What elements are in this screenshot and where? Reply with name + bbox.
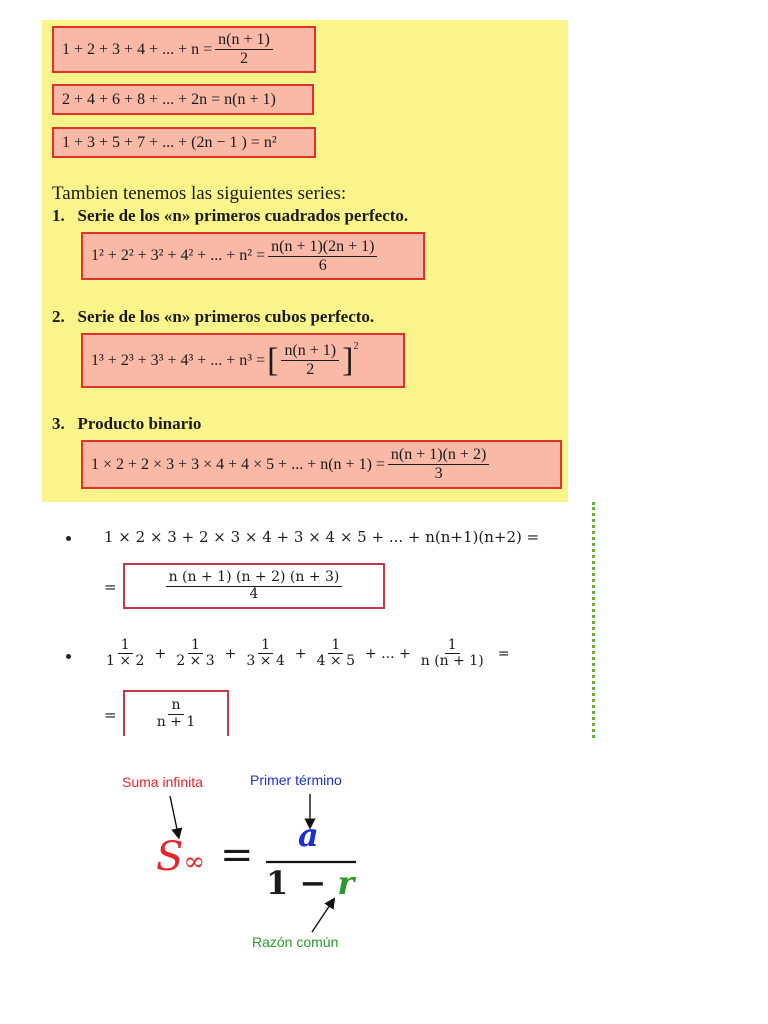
fraction-denominator: n + 1	[156, 713, 196, 730]
fraction	[388, 446, 489, 482]
item3-heading	[52, 414, 201, 434]
first-term-a: a	[298, 816, 319, 854]
fraction	[166, 570, 343, 602]
formula-sum-odds	[52, 127, 316, 158]
equals-sign: =	[104, 706, 117, 724]
dotted-divider	[592, 502, 595, 738]
label-ratio: Razón común	[252, 934, 339, 950]
formula-left: 1 × 2 + 2 × 3 + 3 × 4 + 4 × 5 + ... + n(n + 1) =	[91, 455, 385, 473]
bracket-left: [	[267, 341, 279, 379]
fraction-term-n	[418, 638, 487, 670]
fraction-denominator: 3 × 4	[246, 653, 285, 670]
item1-heading	[52, 206, 408, 226]
item-number: 1.	[52, 206, 65, 225]
fraction-term-1	[103, 638, 147, 670]
fraction-numerator: n(n + 1)	[281, 342, 339, 361]
fraction-denominator: 2 × 3	[176, 653, 215, 670]
fraction-numerator: 1	[445, 638, 460, 654]
exponent: 2	[353, 341, 359, 352]
item-title: Serie de los «n» primeros cuadrados perfecto.	[77, 206, 409, 225]
item-title: Producto binario	[77, 414, 202, 433]
triple-product-series: 1 × 2 × 3 + 2 × 3 × 4 + 3 × 4 × 5 + ... + n(n+1)(n+2) =	[104, 528, 540, 546]
fraction-denominator: 2	[239, 50, 248, 67]
ratio-r: r	[337, 864, 355, 902]
fraction-numerator: n(n + 1)(2n + 1)	[268, 238, 377, 257]
fraction-denominator: 3	[434, 465, 443, 482]
intro-text: Tambien tenemos las siguientes series:	[52, 183, 347, 204]
result-box-triple	[123, 563, 385, 609]
fraction-numerator: n(n + 1)	[215, 31, 273, 50]
item2-heading	[52, 307, 374, 327]
one-minus: 1 −	[266, 864, 327, 902]
formula-text: 1 + 3 + 5 + 7 + ... + (2n − 1 ) = n²	[62, 133, 277, 151]
item-title: Serie de los «n» primeros cubos perfecto.	[77, 307, 375, 326]
fraction-numerator: n (n + 1) (n + 2) (n + 3)	[166, 570, 343, 586]
item-number: 2.	[52, 307, 65, 326]
fraction-numerator: 1	[328, 638, 343, 654]
plus-sign: +	[224, 645, 237, 662]
fraction-term-3	[243, 638, 287, 670]
plus-sign: +	[154, 645, 167, 662]
bracket-right: ]	[342, 341, 354, 379]
infinite-sum-diagram	[118, 762, 404, 958]
formula-sum-evens	[52, 84, 314, 115]
bullet	[66, 654, 71, 659]
fraction-numerator: 1	[188, 638, 203, 654]
fraction	[268, 238, 377, 274]
fraction	[281, 342, 339, 378]
fraction-numerator: n	[168, 698, 183, 714]
arrow-sum	[170, 796, 178, 834]
label-sum: Suma infinita	[122, 774, 203, 790]
fraction	[154, 698, 199, 730]
fraction-term-4	[314, 638, 358, 670]
formula-text: 2 + 4 + 6 + 8 + ... + 2n = n(n + 1)	[62, 90, 276, 108]
fraction-numerator: 1	[258, 638, 273, 654]
formula-left: 1 + 2 + 3 + 4 + ... + n =	[62, 40, 213, 58]
fraction-numerator: n(n + 1)(n + 2)	[388, 446, 489, 465]
formula-squares	[81, 232, 425, 280]
fraction	[215, 31, 273, 67]
fraction-denominator: 1 × 2	[106, 653, 145, 670]
fraction-numerator: 1	[118, 638, 133, 654]
bullet	[66, 536, 71, 541]
fraction-denominator: n (n + 1)	[420, 653, 484, 670]
label-first-term: Primer término	[250, 772, 342, 788]
formula-binary-product	[81, 440, 562, 489]
fraction-denominator: 6	[318, 256, 327, 274]
formula-cubes	[81, 333, 405, 388]
fraction-term-2	[173, 638, 217, 670]
equals-sign: =	[497, 645, 510, 662]
fraction-denominator: 4 × 5	[316, 653, 356, 670]
ellipsis: + ... +	[365, 645, 411, 662]
formula-left: 1³ + 2³ + 3³ + 4³ + ... + n³ =	[91, 351, 266, 369]
reciprocal-series	[100, 638, 509, 670]
equals-sign: =	[104, 578, 117, 596]
fraction-denominator: 4	[249, 585, 259, 602]
plus-sign: +	[294, 645, 307, 662]
fraction-denominator: 2	[306, 361, 315, 378]
formula-left: 1² + 2² + 3² + 4² + ... + n² =	[91, 247, 266, 264]
item-number: 3.	[52, 414, 65, 433]
sum-letter: S	[156, 834, 184, 880]
denominator	[266, 864, 354, 902]
infinity-symbol: ∞	[183, 847, 206, 877]
result-box-reciprocal	[123, 690, 229, 736]
equals-sign: =	[220, 832, 254, 878]
arrow-ratio	[312, 902, 332, 932]
sum-symbol	[156, 834, 205, 880]
formula-sum-naturals	[52, 26, 316, 73]
